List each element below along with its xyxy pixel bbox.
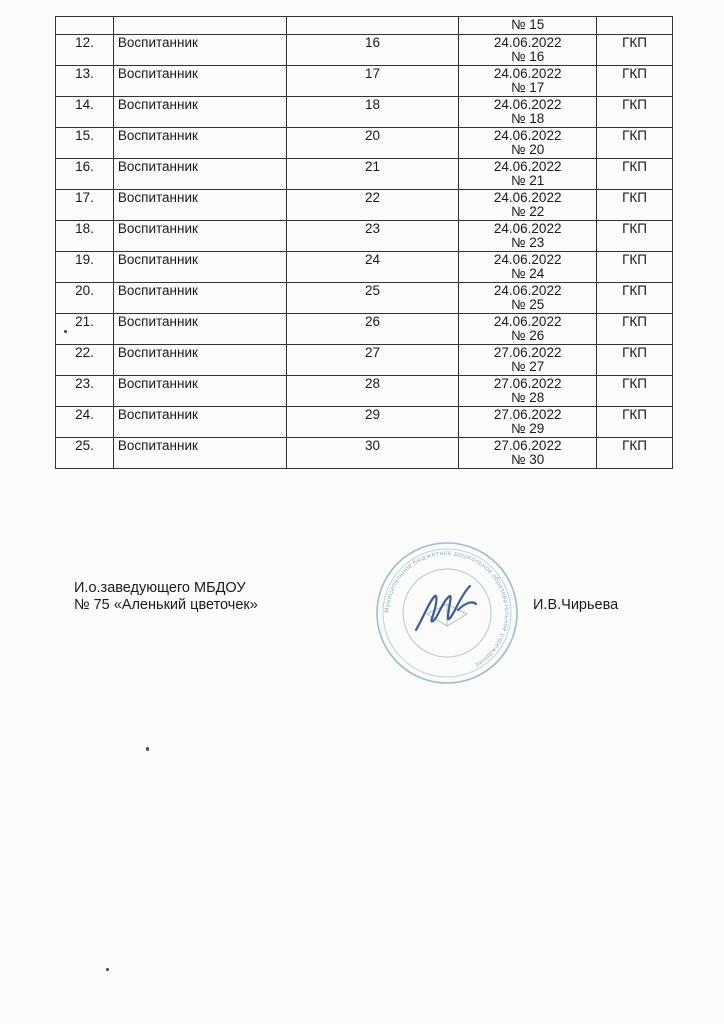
table-cell-date xyxy=(459,407,597,438)
table-row xyxy=(56,438,673,469)
table-cell-no: 30 xyxy=(286,438,459,469)
table-cell-num: 13. xyxy=(56,66,114,97)
scan-speck xyxy=(106,968,109,971)
order-number: № 25 xyxy=(511,297,545,312)
table-cell-date xyxy=(459,314,597,345)
table-cell-date xyxy=(459,376,597,407)
table-cell-date xyxy=(459,128,597,159)
table-cell-num: 25. xyxy=(56,438,114,469)
order-date: 27.06.2022 xyxy=(493,438,562,453)
table-cell-group: ГКП xyxy=(597,159,673,190)
table-row xyxy=(56,345,673,376)
order-date: 24.06.2022 xyxy=(493,283,562,298)
table-cell-num: 21. xyxy=(56,314,114,345)
table-cell-category: Воспитанник xyxy=(113,128,286,159)
order-date: 27.06.2022 xyxy=(493,376,562,391)
table-cell-group: ГКП xyxy=(597,438,673,469)
table-cell-category: Воспитанник xyxy=(113,283,286,314)
order-number: № 18 xyxy=(511,111,545,126)
table-row xyxy=(56,376,673,407)
order-number: № 24 xyxy=(511,266,545,281)
order-date: 24.06.2022 xyxy=(493,66,562,81)
table-cell-no: 23 xyxy=(286,221,459,252)
table-cell-no: 20 xyxy=(286,128,459,159)
organization-stamp xyxy=(372,538,522,688)
order-date: 27.06.2022 xyxy=(493,407,562,422)
table-cell-date xyxy=(459,190,597,221)
table-row xyxy=(56,252,673,283)
table-row xyxy=(56,66,673,97)
table-cell-category: Воспитанник xyxy=(113,159,286,190)
table-row xyxy=(56,283,673,314)
table-cell-group: ГКП xyxy=(597,407,673,438)
order-date: 24.06.2022 xyxy=(493,159,562,174)
order-date: 24.06.2022 xyxy=(493,252,562,267)
scan-speck xyxy=(64,330,67,333)
table-cell-group: ГКП xyxy=(597,376,673,407)
table-cell-group: ГКП xyxy=(597,128,673,159)
table-cell-date xyxy=(459,66,597,97)
table-cell-no: 21 xyxy=(286,159,459,190)
table-cell-num: 16. xyxy=(56,159,114,190)
order-date: 24.06.2022 xyxy=(493,128,562,143)
order-date: 24.06.2022 xyxy=(493,314,562,329)
table-cell-no: 25 xyxy=(286,283,459,314)
order-date: 27.06.2022 xyxy=(493,345,562,360)
table-cell-no: 29 xyxy=(286,407,459,438)
table-cell-category xyxy=(113,17,286,35)
order-number: № 21 xyxy=(511,173,545,188)
table-cell-no xyxy=(286,17,459,35)
table-row xyxy=(56,407,673,438)
table-cell-group: ГКП xyxy=(597,66,673,97)
table-cell-num: 20. xyxy=(56,283,114,314)
order-number: № 29 xyxy=(511,421,545,436)
table-cell-group: ГКП xyxy=(597,252,673,283)
order-number: № 27 xyxy=(511,359,545,374)
signatory-name: И.В.Чирьева xyxy=(533,597,619,613)
scan-speck xyxy=(146,747,149,751)
table-cell-group: ГКП xyxy=(597,283,673,314)
table-row xyxy=(56,314,673,345)
table-cell-date xyxy=(459,35,597,66)
order-number: № 28 xyxy=(511,390,545,405)
table-cell-order: № 15 xyxy=(459,17,597,35)
stamp-text-path: Муниципальное бюджетное дошкольное образовательное учреждение xyxy=(382,548,512,670)
table-cell-no: 27 xyxy=(286,345,459,376)
table-row xyxy=(56,97,673,128)
table-cell-group xyxy=(597,17,673,35)
table-row xyxy=(56,190,673,221)
order-number: № 30 xyxy=(511,452,545,467)
signature-position xyxy=(74,580,258,614)
table-cell-category: Воспитанник xyxy=(113,221,286,252)
order-number: № 17 xyxy=(511,80,545,95)
table-cell-category: Воспитанник xyxy=(113,66,286,97)
table-cell-category: Воспитанник xyxy=(113,314,286,345)
table-row xyxy=(56,35,673,66)
table-cell-num xyxy=(56,17,114,35)
table-cell-group: ГКП xyxy=(597,221,673,252)
order-date: 24.06.2022 xyxy=(493,221,562,236)
table-row xyxy=(56,159,673,190)
order-number: № 16 xyxy=(511,49,545,64)
table-cell-category: Воспитанник xyxy=(113,345,286,376)
table-cell-category: Воспитанник xyxy=(113,190,286,221)
order-number: № 22 xyxy=(511,204,545,219)
table-cell-num: 15. xyxy=(56,128,114,159)
table-cell-num: 24. xyxy=(56,407,114,438)
table-cell-date xyxy=(459,159,597,190)
table-cell-category: Воспитанник xyxy=(113,438,286,469)
table-cell-date xyxy=(459,221,597,252)
position-line-1: И.о.заведующего МБДОУ xyxy=(74,580,246,596)
table-cell-date xyxy=(459,97,597,128)
enrollment-table xyxy=(55,16,673,469)
order-number: № 20 xyxy=(511,142,545,157)
table-cell-group: ГКП xyxy=(597,314,673,345)
table-cell-group: ГКП xyxy=(597,345,673,376)
table-cell-no: 28 xyxy=(286,376,459,407)
table-cell-no: 24 xyxy=(286,252,459,283)
table-cell-num: 22. xyxy=(56,345,114,376)
table-cell-no: 18 xyxy=(286,97,459,128)
order-number: № 26 xyxy=(511,328,545,343)
table-cell-num: 12. xyxy=(56,35,114,66)
table-cell-no: 16 xyxy=(286,35,459,66)
table-cell-category: Воспитанник xyxy=(113,376,286,407)
table-cell-category: Воспитанник xyxy=(113,35,286,66)
table-row-partial xyxy=(56,17,673,35)
order-date: 24.06.2022 xyxy=(493,35,562,50)
table-cell-date xyxy=(459,345,597,376)
table-cell-num: 17. xyxy=(56,190,114,221)
table-cell-no: 17 xyxy=(286,66,459,97)
order-date: 24.06.2022 xyxy=(493,97,562,112)
table-cell-group: ГКП xyxy=(597,97,673,128)
table-cell-date xyxy=(459,283,597,314)
position-line-2: № 75 «Аленький цветочек» xyxy=(74,597,258,613)
table-cell-category: Воспитанник xyxy=(113,97,286,128)
table-cell-no: 26 xyxy=(286,314,459,345)
order-number: № 23 xyxy=(511,235,545,250)
table-cell-category: Воспитанник xyxy=(113,252,286,283)
table-cell-no: 22 xyxy=(286,190,459,221)
table-cell-group: ГКП xyxy=(597,190,673,221)
table-cell-num: 14. xyxy=(56,97,114,128)
table-cell-date xyxy=(459,438,597,469)
order-date: 24.06.2022 xyxy=(493,190,562,205)
table-cell-num: 18. xyxy=(56,221,114,252)
table-cell-category: Воспитанник xyxy=(113,407,286,438)
table-row xyxy=(56,221,673,252)
table-cell-date xyxy=(459,252,597,283)
table-row xyxy=(56,128,673,159)
table-cell-group: ГКП xyxy=(597,35,673,66)
handwritten-signature xyxy=(416,586,476,630)
table-cell-num: 23. xyxy=(56,376,114,407)
table-cell-num: 19. xyxy=(56,252,114,283)
